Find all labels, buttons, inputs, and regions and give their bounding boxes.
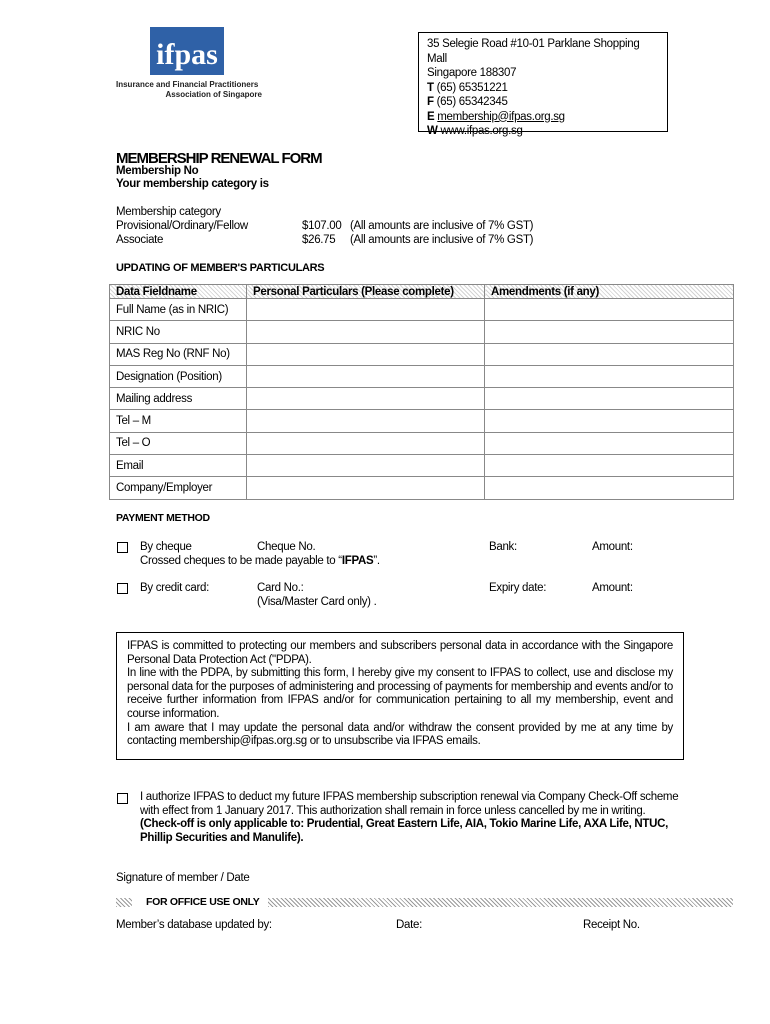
web-link[interactable]: www.ifpas.org.sg bbox=[440, 125, 523, 137]
form-title: MEMBERSHIP RENEWAL FORM bbox=[116, 150, 322, 167]
amendments-cell[interactable] bbox=[485, 343, 734, 365]
particulars-table bbox=[109, 284, 734, 500]
amendments-cell[interactable] bbox=[485, 455, 734, 477]
bank-label: Bank: bbox=[489, 541, 517, 553]
table-row bbox=[110, 321, 734, 343]
fee-amount-2: $26.75 bbox=[302, 234, 336, 246]
personal-particulars-cell[interactable] bbox=[247, 388, 485, 410]
column-header: Personal Particulars (Please complete) bbox=[247, 285, 485, 299]
fee-note-2: (All amounts are inclusive of 7% GST) bbox=[350, 234, 534, 246]
amendments-cell[interactable] bbox=[485, 321, 734, 343]
fee-amount-1: $107.00 bbox=[302, 220, 342, 232]
amendments-cell[interactable] bbox=[485, 432, 734, 454]
ifpas-logo bbox=[150, 27, 224, 75]
amendments-cell[interactable] bbox=[485, 388, 734, 410]
email-link[interactable]: membership@ifpas.org.sg bbox=[437, 110, 565, 123]
amendments-cell[interactable] bbox=[485, 410, 734, 432]
database-updated-label: Member’s database updated by: bbox=[116, 919, 272, 931]
amendments-cell[interactable] bbox=[485, 477, 734, 499]
office-date-label: Date: bbox=[396, 919, 422, 931]
cheque-no-label: Cheque No. bbox=[257, 541, 316, 553]
fee-note-1: (All amounts are inclusive of 7% GST) bbox=[350, 220, 534, 232]
field-name: MAS Reg No (RNF No) bbox=[110, 343, 247, 365]
column-header: Data Fieldname bbox=[110, 285, 247, 299]
authorization-note: (Check-off is only applicable to: Prudential, Great Eastern Life, AIA, Tokio Marine Life, AXA Life, NTUC, Phillip Securities and Manulife). bbox=[140, 818, 669, 844]
authorization-text: I authorize IFPAS to deduct my future IFPAS membership subscription renewal via Company Check-Off scheme with effect from 1 January 2017. This authorization shall remain in force unless cancelled by me in writing. bbox=[140, 791, 679, 817]
personal-particulars-cell[interactable] bbox=[247, 455, 485, 477]
membership-no-label: Membership No bbox=[116, 165, 199, 177]
consent-paragraph: IFPAS is committed to protecting our members and subscribers personal data in accordance with the Singapore Personal Data Protection Act ("PDPA). bbox=[127, 640, 673, 666]
table-row bbox=[110, 343, 734, 365]
personal-particulars-cell[interactable] bbox=[247, 365, 485, 387]
expiry-date-label: Expiry date: bbox=[489, 582, 547, 594]
check-off-checkbox[interactable] bbox=[117, 793, 128, 804]
hatch-divider bbox=[268, 898, 733, 907]
field-name: Full Name (as in NRIC) bbox=[110, 299, 247, 321]
column-header: Amendments (if any) bbox=[485, 285, 734, 299]
personal-particulars-cell[interactable] bbox=[247, 321, 485, 343]
field-name: NRIC No bbox=[110, 321, 247, 343]
table-row bbox=[110, 410, 734, 432]
logo-text: ifpas bbox=[156, 38, 218, 71]
field-name: Designation (Position) bbox=[110, 365, 247, 387]
signature-label: Signature of member / Date bbox=[116, 872, 250, 884]
address-line1: 35 Selegie Road #10-01 Parklane Shopping Mall bbox=[427, 38, 640, 65]
payee-name: IFPAS bbox=[341, 555, 374, 567]
cheque-amount-label: Amount: bbox=[592, 541, 633, 553]
payment-method-heading: PAYMENT METHOD bbox=[116, 512, 210, 524]
pdpa-consent-box bbox=[116, 632, 684, 760]
particulars-heading: UPDATING OF MEMBER'S PARTICULARS bbox=[116, 262, 325, 274]
consent-paragraph: In line with the PDPA, by submitting this form, I hereby give my consent to IFPAS to collect, use and disclose my personal data for the purposes of administering and processing of payments for membership and events and/or to receive further information from IFPAS and/or for communication pertaining to all my membership, event and course information. bbox=[127, 667, 673, 720]
office-use-heading: FOR OFFICE USE ONLY bbox=[146, 896, 260, 908]
personal-particulars-cell[interactable] bbox=[247, 410, 485, 432]
card-amount-label: Amount: bbox=[592, 582, 633, 594]
amendments-cell[interactable] bbox=[485, 299, 734, 321]
field-name: Company/Employer bbox=[110, 477, 247, 499]
address-email: E membership@ifpas.org.sg bbox=[427, 110, 565, 123]
card-no-label: Card No.: bbox=[257, 582, 304, 594]
field-name: Email bbox=[110, 455, 247, 477]
logo-caption-line2: Association of Singapore bbox=[165, 90, 262, 99]
credit-card-checkbox[interactable] bbox=[117, 583, 128, 594]
address-fax: F (65) 65342345 bbox=[427, 96, 508, 108]
membership-category-heading: Membership category bbox=[116, 206, 221, 218]
field-name: Tel – M bbox=[110, 410, 247, 432]
credit-card-label: By credit card: bbox=[140, 582, 209, 594]
fee-category-1: Provisional/Ordinary/Fellow bbox=[116, 220, 248, 232]
table-header-row bbox=[110, 285, 734, 299]
table-row bbox=[110, 455, 734, 477]
address-web: W www.ifpas.org.sg bbox=[427, 125, 523, 137]
receipt-no-label: Receipt No. bbox=[583, 919, 640, 931]
table-row bbox=[110, 477, 734, 499]
table-row bbox=[110, 388, 734, 410]
personal-particulars-cell[interactable] bbox=[247, 299, 485, 321]
membership-category-is-label: Your membership category is bbox=[116, 178, 269, 190]
logo-caption-line1: Insurance and Financial Practitioners bbox=[116, 80, 259, 89]
field-name: Mailing address bbox=[110, 388, 247, 410]
personal-particulars-cell[interactable] bbox=[247, 343, 485, 365]
check-off-authorization bbox=[140, 791, 696, 845]
consent-paragraph: I am aware that I may update the personal data and/or withdraw the consent provided by me at any time by contacting membership@ifpas.org.sg or to unsubscribe via IFPAS emails. bbox=[127, 721, 673, 748]
field-name: Tel – O bbox=[110, 432, 247, 454]
address-line2: Singapore 188307 bbox=[427, 67, 517, 79]
logo-caption bbox=[116, 80, 262, 100]
fee-category-2: Associate bbox=[116, 234, 164, 246]
address-box bbox=[418, 32, 668, 137]
cheque-label: By cheque bbox=[140, 541, 192, 553]
table-row bbox=[110, 432, 734, 454]
table-row bbox=[110, 365, 734, 387]
amendments-cell[interactable] bbox=[485, 365, 734, 387]
personal-particulars-cell[interactable] bbox=[247, 477, 485, 499]
hatch-divider bbox=[116, 898, 132, 907]
personal-particulars-cell[interactable] bbox=[247, 432, 485, 454]
crossed-cheque-note: Crossed cheques to be made payable to “IFPAS”. bbox=[140, 555, 380, 567]
card-types-note: (Visa/Master Card only) . bbox=[257, 596, 377, 608]
address-tel: T (65) 65351221 bbox=[427, 81, 508, 94]
office-use-bar bbox=[116, 896, 733, 910]
cheque-checkbox[interactable] bbox=[117, 542, 128, 553]
table-row bbox=[110, 299, 734, 321]
